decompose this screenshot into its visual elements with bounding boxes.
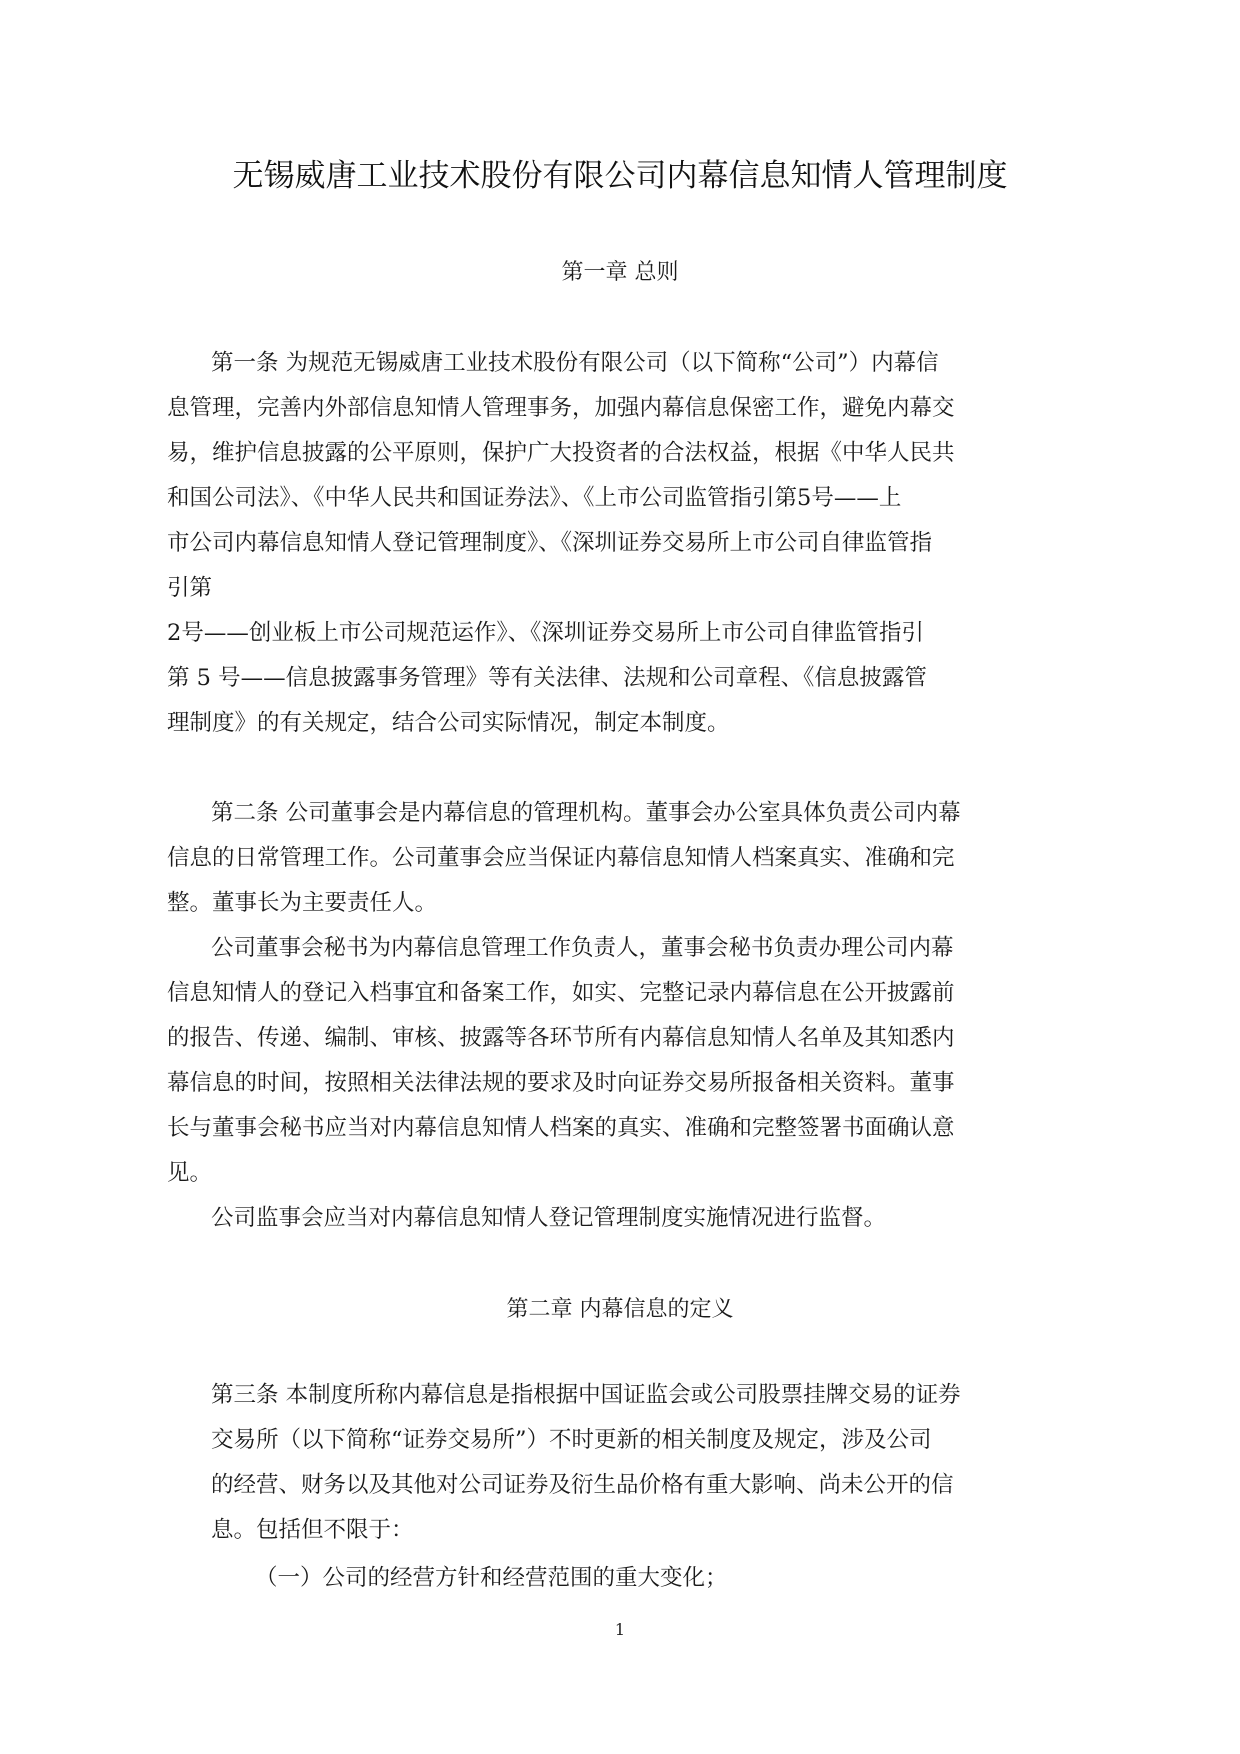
article-3-line: 息。包括但不限于： bbox=[211, 1517, 414, 1543]
article-1-line: 2号——创业板上市公司规范运作》、《深圳证券交易所上市公司自律监管指引 bbox=[167, 620, 924, 646]
article-2-line: 见。 bbox=[167, 1160, 213, 1186]
chapter-1-heading: 第一章 总则 bbox=[561, 260, 679, 285]
article-1-line: 第一条 为规范无锡威唐工业技术股份有限公司（以下简称“公司”）内幕信 bbox=[211, 350, 939, 376]
chapter-2-heading: 第二章 内幕信息的定义 bbox=[506, 1297, 734, 1322]
article-2-line: 整。董事长为主要责任人。 bbox=[167, 890, 438, 916]
article-2-line: 信息的日常管理工作。公司董事会应当保证内幕信息知情人档案真实、准确和完 bbox=[167, 845, 955, 871]
article-1-line: 易，维护信息披露的公平原则，保护广大投资者的合法权益，根据《中华人民共 bbox=[167, 440, 955, 466]
article-3-line: 第三条 本制度所称内幕信息是指根据中国证监会或公司股票挂牌交易的证券 bbox=[211, 1382, 961, 1408]
article-1-line: 和国公司法》、《中华人民共和国证券法》、《上市公司监管指引第5号——上 bbox=[167, 485, 902, 511]
article-2-line: 的报告、传递、编制、审核、披露等各环节所有内幕信息知情人名单及其知悉内 bbox=[167, 1025, 955, 1051]
article-2-line: 长与董事会秘书应当对内幕信息知情人档案的真实、准确和完整签署书面确认意 bbox=[167, 1115, 955, 1141]
article-3-line: 的经营、财务以及其他对公司证券及衍生品价格有重大影响、尚未公开的信 bbox=[211, 1472, 954, 1498]
article-2-line: 幕信息的时间，按照相关法律法规的要求及时向证券交易所报备相关资料。董事 bbox=[167, 1070, 955, 1096]
article-3-line: （一）公司的经营方针和经营范围的重大变化； bbox=[255, 1565, 728, 1591]
article-2-line: 公司监事会应当对内幕信息知情人登记管理制度实施情况进行监督。 bbox=[211, 1205, 887, 1231]
article-1-line: 息管理，完善内外部信息知情人管理事务，加强内幕信息保密工作，避免内幕交 bbox=[167, 395, 955, 421]
page-number: 1 bbox=[614, 1620, 626, 1639]
document-title: 无锡威唐工业技术股份有限公司内幕信息知情人管理制度 bbox=[232, 158, 1008, 194]
article-3-line: 交易所（以下简称“证券交易所”）不时更新的相关制度及规定，涉及公司 bbox=[211, 1427, 932, 1453]
article-1-line: 市公司内幕信息知情人登记管理制度》、《深圳证券交易所上市公司自律监管指 bbox=[167, 530, 933, 556]
article-2-line: 信息知情人的登记入档事宜和备案工作，如实、完整记录内幕信息在公开披露前 bbox=[167, 980, 955, 1006]
article-2-line: 第二条 公司董事会是内幕信息的管理机构。董事会办公室具体负责公司内幕 bbox=[211, 800, 961, 826]
article-1-line: 引第 bbox=[167, 575, 213, 601]
article-2-line: 公司董事会秘书为内幕信息管理工作负责人，董事会秘书负责办理公司内幕 bbox=[211, 935, 954, 961]
article-1-line: 第 5 号——信息披露事务管理》等有关法律、法规和公司章程、《信息披露管 bbox=[167, 665, 927, 691]
article-1-line: 理制度》的有关规定，结合公司实际情况，制定本制度。 bbox=[167, 710, 730, 736]
